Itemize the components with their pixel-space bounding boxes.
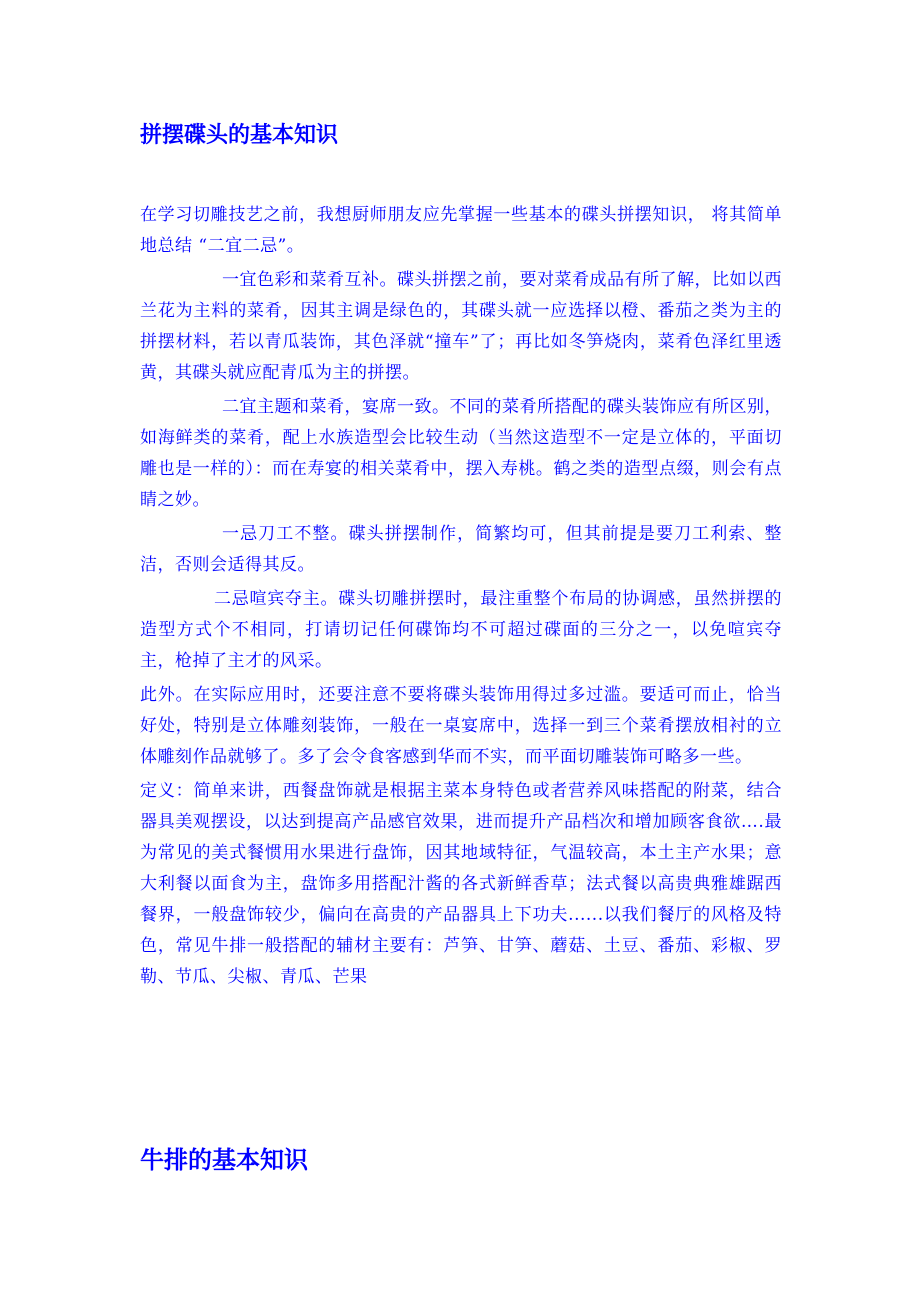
paragraph-intro: 在学习切雕技艺之前，我想厨师朋友应先掌握一些基本的碟头拼摆知识， 将其简单地总结 “二宜二忌”。 — [140, 205, 782, 256]
document-body — [140, 200, 782, 996]
paragraph-rule-2: 二宜主题和菜肴，宴席一致。不同的菜肴所搭配的碟头装饰应有所区别，如海鲜类的菜肴，配上水族造型会比较生动（当然这造型不一定是立体的，平面切雕也是一样的）：而在寿宴的相关菜肴中，摆入寿桃。鹤之类的造型点缀，则会有点睛之妙。 — [140, 397, 782, 510]
paragraph-rule-1: 一宜色彩和菜肴互补。碟头拼摆之前，要对菜肴成品有所了解，比如以西兰花为主料的菜肴，因其主调是绿色的，其碟头就一应选择以橙、番茄之类为主的拼摆材料，若以青瓜装饰，其色泽就“撞车”了；再比如冬笋烧肉，菜肴色泽红里透黄，其碟头就应配青瓜为主的拼摆。 — [140, 270, 782, 383]
section-heading: 牛排的基本知识 — [140, 1146, 308, 1174]
paragraph-rule-4: 二忌喧宾夺主。碟头切雕拼摆时，最注重整个布局的协调感，虽然拼摆的造型方式个不相同，打请切记任何碟饰均不可超过碟面的三分之一，以免喧宾夺主，枪掉了主才的风采。 — [140, 589, 782, 671]
document-title: 拼摆碟头的基本知识 — [140, 123, 339, 148]
paragraph-definition: 定义：简单来讲，西餐盘饰就是根据主菜本身特色或者营养风味搭配的附菜，结合器具美观摆设，以达到提高产品感官效果，进而提升产品档次和增加顾客食欲….最为常见的美式餐惯用水果进行盘饰，因其地域特征，气温较高，本土主产水果；意大利餐以面食为主，盘饰多用搭配汁酱的各式新鲜香草；法式餐以高贵典雅雄踞西餐界，一般盘饰较少，偏向在高贵的产品器具上下功夫......以我们餐厅的风格及特色，常见牛排一般搭配的辅材主要有：芦笋、甘笋、蘑菇、土豆、番茄、彩椒、罗勒、节瓜、尖椒、青瓜、芒果 — [140, 781, 782, 987]
paragraph-additional: 此外。在实际应用时，还要注意不要将碟头装饰用得过多过滥。要适可而止，恰当好处，特别是立体雕刻装饰，一般在一桌宴席中，选择一到三个菜肴摆放相衬的立体雕刻作品就够了。多了会令食客感到华而不实，而平面切雕装饰可略多一些。 — [140, 685, 782, 767]
paragraph-rule-3: 一忌刀工不整。碟头拼摆制作，简繁均可，但其前提是要刀工利索、整洁，否则会适得其反。 — [140, 524, 782, 575]
